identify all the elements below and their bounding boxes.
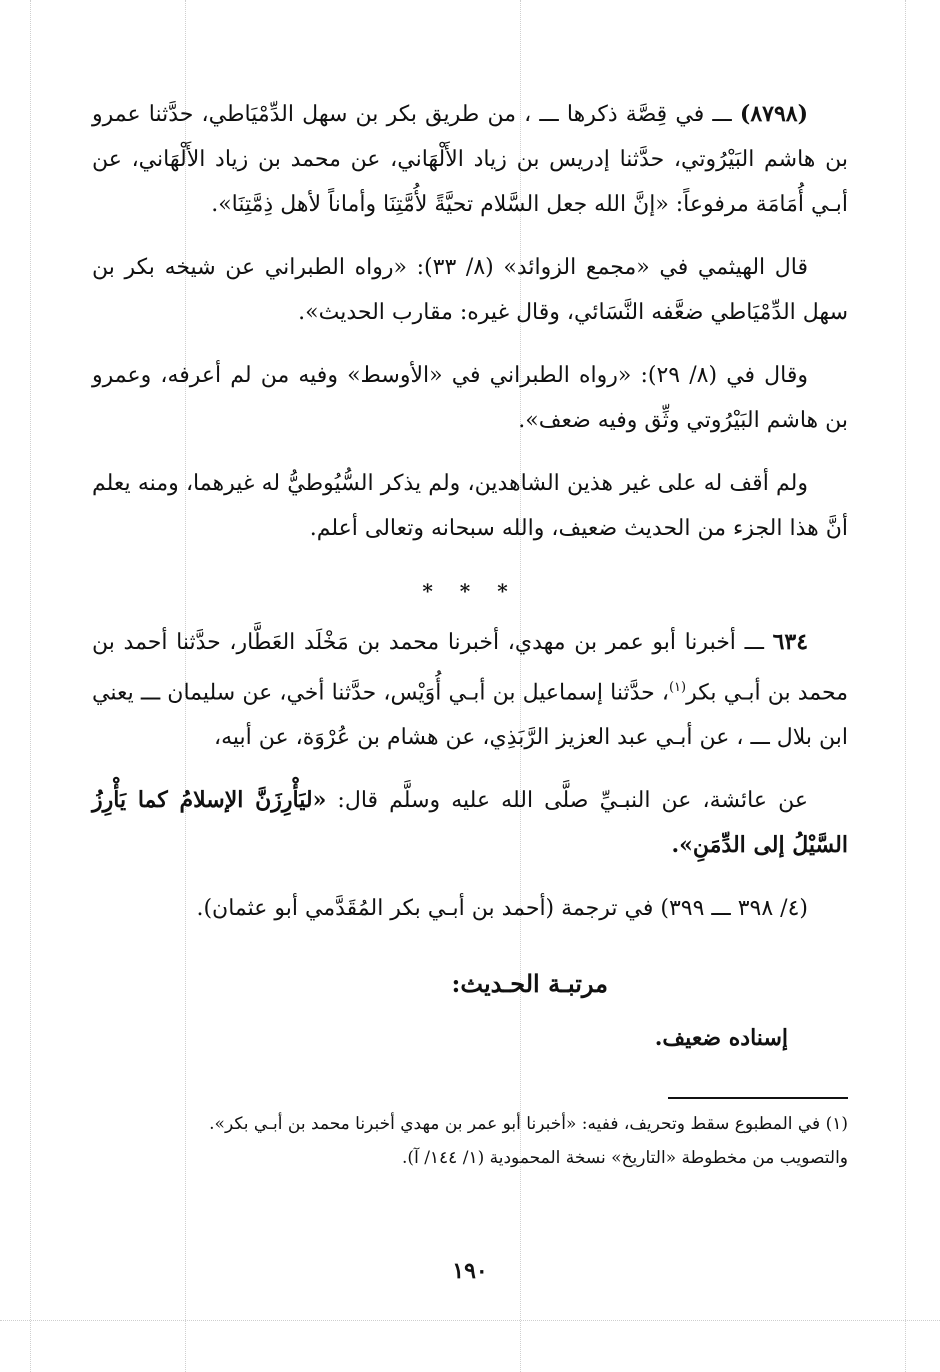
paragraph-text: ، حدَّثنا إسماعيل بن أبـي أُوَيْس، حدَّثنا أخي، عن سليمان ـــ يعني ابن بلال ـــ ، عن أبـي عبد العزيز الرَّبَذِي، عن هشام بن عُرْوَة، عن أبيه، [92,680,848,751]
paragraph-aisha [92,778,848,868]
scan-guide-line [905,0,906,1372]
hadith-number: ٦٣٤ [772,629,809,655]
paragraph-text: ـــ أخبرنا أبو عمر بن مهدي، أخبرنا محمد بن مَخْلَد العَطَّار، حدَّثنا أحمد بن محمد بن أبـي بكر [92,630,849,706]
paragraph-text: عن عائشة، عن النبـيِّ صلَّى الله عليه وسلَّم قال: [326,788,808,814]
grading-heading: مرتبـة الحـديث: [451,969,608,999]
paragraph-reference: (٤/ ٣٩٨ ـــ ٣٩٩) في ترجمة (أحمد بن أبـي بكر المُقَدَّمي أبو عثمان). [196,896,808,922]
paragraph-haythami: قال الهيثمي في «مجمع الزوائد» (٨/ ٣٣): «رواه الطبراني عن شيخه بكر بن سهل الدِّمْيَاطي ضعَّفه النَّسَائي، وقال غيره: مقارب الحديث». [92,255,848,325]
hadith-quote: «ليَأْرِزَنَّ الإسلامُ كما يَأْرِزُ السَّيْلُ إلى الدِّمَنِ». [92,787,848,859]
page-number: ١٩٠ [452,1258,488,1284]
book-page [92,92,848,1175]
grading-verdict: إسناده ضعيف. [654,1025,788,1052]
paragraph-8798 [92,92,848,227]
paragraph-text: ـــ في قِصَّة ذكرها ـــ ، من طريق بكر بن سهل الدِّمْيَاطي، حدَّثنا عمرو بن هاشم البَيْرُوتي، حدَّثنا إدريس بن زياد الأَلْهَاني، عن محمد بن زياد الأَلْهَاني، عن أبـي أُمَامَة مرفوعاً: «إنَّ الله جعل السَّلام تحيَّةً لأُمَّتِنَا وأماناً لأهل ذِمَّتِنَا». [92,102,848,217]
paragraph-awsat: وقال في (٨/ ٢٩): «رواه الطبراني في «الأوسط» وفيه من لم أعرفه، وعمرو بن هاشم البَيْرُوتي وثِّق وفيه ضعف». [92,363,848,433]
scan-guide-line [30,0,31,1372]
footnote-1-continued: والتصويب من مخطوطة «التاريخ» نسخة المحمودية (١/ ١٤٤/ آ). [402,1148,848,1169]
footnote-1: (١) في المطبوع سقط وتحريف، ففيه: «أخبرنا أبو عمر بن مهدي أخبرنا محمد بن أبـي بكر». [209,1114,848,1135]
scan-guide-line [0,1320,940,1321]
hadith-number: (٨٧٩٨) [739,101,808,127]
footnote-ref: (١) [668,680,687,695]
paragraph-634 [92,620,848,760]
section-divider: * * * [422,579,518,603]
footnote-separator [668,1097,848,1099]
paragraph-conclusion: ولم أقف له على غير هذين الشاهدين، ولم يذكر السُّيُوطيُّ له غيرهما، ومنه يعلم أنَّ هذا الجزء من الحديث ضعيف، والله سبحانه وتعالى أعلم. [92,471,848,541]
